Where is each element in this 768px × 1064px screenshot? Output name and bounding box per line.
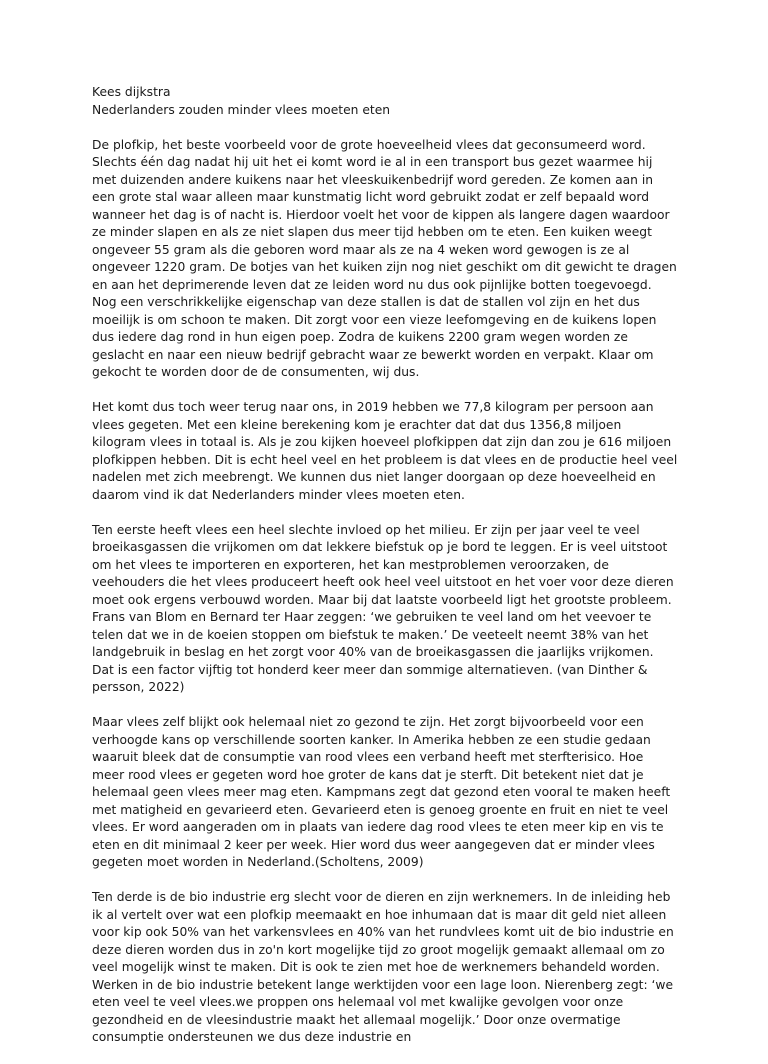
paragraph-text: Ten derde is de bio industrie erg slecht voor de dieren en zijn werknemers. In de inleiding heb ik al vertelt over wat een plofkip meemaakt en hoe inhumaan dat is maar dit geld niet alleen voor kip ook 50% van het varkensvlees en 40% van het rundvlees komt uit de bio industrie en deze dieren worden dus in zo'n kort mogelijke tijd zo groot mogelijk gemaakt allemaal om zo veel mogelijk winst te maken. Dit is ook te zien met hoe de werknemers behandeld worden. Werken in de bio industrie betekent lange werktijden voor een lage loon. Nierenberg zegt: ‘we eten veel te veel vlees.we proppen ons helemaal vol met kwalijke gevolgen voor onze gezondheid en de vleesindustrie maakt het allemaal mogelijk.’ Door onze overmatige consumptie ondersteunen we dus deze industrie en: [92, 890, 674, 1044]
document-header: [92, 84, 678, 119]
paragraph-intro: [92, 137, 678, 382]
document-page: [92, 84, 678, 1064]
paragraph-text: Maar vlees zelf blijkt ook helemaal niet zo gezond te zijn. Het zorgt bijvoorbeeld voor een verhoogde kans op verschillende soorten kanker. In Amerika hebben ze een studie gedaan waaruit bleek dat de consumptie van rood vlees een verband heeft met sterfterisico. Hoe meer rood vlees er gegeten word hoe groter de kans dat je sterft. Dit betekent niet dat je helemaal geen vlees meer mag eten. Kampmans zegt dat gezond eten vooral te maken heeft met matigheid en gevarieerd eten. Gevarieerd eten is genoeg groente en fruit en niet te veel vlees. Er word aangeraden om in plaats van iedere dag rood vlees te eten meer kip en vis te eten en dit minimaal 2 keer per week. Hier word dus weer aangegeven dat er minder vlees gegeten moet worden in Nederland.(Scholtens, 2009): [92, 715, 671, 869]
paragraph-environment: [92, 522, 678, 697]
paragraph-text: De plofkip, het beste voorbeeld voor de grote hoeveelheid vlees dat geconsumeerd word. Slechts één dag nadat hij uit het ei komt word ie al in een transport bus gezet waarmee hij met duizenden andere kuikens naar het vleeskuikenbedrijf word gereden. Ze komen aan in een grote stal waar alleen maar kunstmatig licht word gebruikt zodat er zelf bepaald word wanneer het dag is of nacht is. Hierdoor voelt het voor de kippen als langere dagen waardoor ze minder slapen en als ze niet slapen dus meer tijd hebben om te eten. Een kuiken weegt ongeveer 55 gram als die geboren word maar als ze na 4 weken word gewogen is ze al ongeveer 1220 gram. De botjes van het kuiken zijn nog niet geschikt om dit gewicht te dragen en aan het deprimerende leven dat ze leiden word nu dus ook pijnlijke botten toegevoegd. Nog een verschrikkelijke eigenschap van deze stallen is dat de stallen vol zijn en het dus moeilijk is om schoon te maken. Dit zorgt voor een vieze leefomgeving en de kuikens lopen dus iedere dag rond in hun eigen poep. Zodra de kuikens 2200 gram wegen worden ze geslacht en naar een nieuw bedrijf gebracht waar ze bewerkt worden en verpakt. Klaar om gekocht te worden door de de consumenten, wij dus.: [92, 137, 677, 379]
author-name: Kees dijkstra: [92, 85, 171, 99]
paragraph-text: Dat is een factor vijftig tot honderd keer meer dan sommige alternatieven. (van Dinther & persson, 2022): [92, 662, 648, 694]
paragraph-consumption: [92, 399, 678, 504]
paragraph-text: Het komt dus toch weer terug naar ons, in 2019 hebben we 77,8 kilogram per persoon aan vlees gegeten. Met een kleine berekening kom je erachter dat dat dus 1356,8 miljoen kilogram vlees in totaal is. Als je zou kijken hoeveel plofkippen dat zijn dan zou je 616 miljoen plofkippen hebben. Dit is echt heel veel en het probleem is dat vlees en de productie heel veel nadelen met zich meebrengt. We kunnen dus niet langer doorgaan op deze hoeveelheid en daarom vind ik dat Nederlanders minder vlees moeten eten.: [92, 400, 678, 502]
document-title: Nederlanders zouden minder vlees moeten eten: [92, 102, 391, 117]
paragraph-health: [92, 714, 678, 872]
paragraph-text: Ten eerste heeft vlees een heel slechte invloed op het milieu. Er zijn per jaar veel te veel broeikasgassen die vrijkomen om dat lekkere biefstuk op je bord te leggen. Er is veel uitstoot om het vlees te importeren en exporteren, het kan mestproblemen veroorzaken, de veehouders die het vlees produceert heeft ook heel veel uitstoot en het voer voor deze dieren moet ook ergens verbouwd worden. Maar bij dat laatste voorbeeld ligt het grootste probleem. Frans van Blom en Bernard ter Haar zeggen: ‘we gebruiken te veel land om het veevoer te telen dat we in de koeien stoppen om biefstuk te maken.’ De veeteelt neemt 38% van het landgebruik in beslag en het zorgt voor 40% van de broeikasgassen die jaarlijks vrijkomen.: [92, 522, 674, 659]
paragraph-bio-industry: [92, 889, 678, 1047]
